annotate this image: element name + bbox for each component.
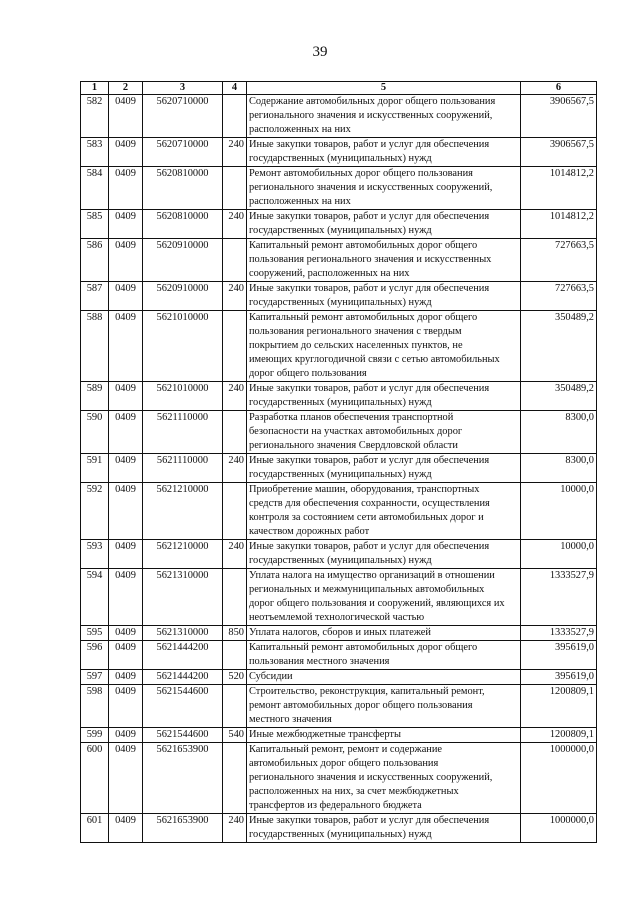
row-number-cell: 585 bbox=[81, 210, 109, 239]
table-row bbox=[81, 282, 597, 311]
table-row bbox=[81, 138, 597, 167]
article-code-cell: 5621210000 bbox=[143, 483, 223, 540]
item-name-line: государственных (муниципальных) нужд bbox=[249, 225, 432, 236]
table-row bbox=[81, 311, 597, 382]
table-row bbox=[81, 626, 597, 641]
item-name-line: качеством дорожных работ bbox=[249, 526, 370, 537]
amount-cell: 1200809,1 bbox=[521, 728, 597, 743]
table-row bbox=[81, 814, 597, 843]
article-code-cell: 5621444200 bbox=[143, 670, 223, 685]
amount-cell: 1014812,2 bbox=[521, 167, 597, 210]
column-header: 4 bbox=[223, 82, 247, 95]
item-name-line: регионального значения Свердловской области bbox=[249, 440, 458, 451]
article-code-cell: 5620810000 bbox=[143, 210, 223, 239]
amount-cell: 3906567,5 bbox=[521, 95, 597, 138]
section-code-cell: 0409 bbox=[109, 743, 143, 814]
row-number-cell: 587 bbox=[81, 282, 109, 311]
item-name-line: неотъемлемой технологической частью bbox=[249, 612, 425, 623]
item-name-cell bbox=[247, 540, 521, 569]
item-name-cell bbox=[247, 95, 521, 138]
amount-cell: 350489,2 bbox=[521, 311, 597, 382]
expense-type-cell: 540 bbox=[223, 728, 247, 743]
item-name-line: регионального значения и искусственных сооружений, bbox=[249, 772, 493, 783]
table-row bbox=[81, 670, 597, 685]
table-row bbox=[81, 382, 597, 411]
row-number-cell: 593 bbox=[81, 540, 109, 569]
row-number-cell: 583 bbox=[81, 138, 109, 167]
amount-cell: 3906567,5 bbox=[521, 138, 597, 167]
section-code-cell: 0409 bbox=[109, 167, 143, 210]
expense-type-cell: 240 bbox=[223, 540, 247, 569]
expense-type-cell bbox=[223, 641, 247, 670]
item-name-line: государственных (муниципальных) нужд bbox=[249, 297, 432, 308]
item-name-line: государственных (муниципальных) нужд bbox=[249, 153, 432, 164]
item-name-line: Уплата налогов, сборов и иных платежей bbox=[249, 627, 431, 638]
amount-cell: 10000,0 bbox=[521, 540, 597, 569]
item-name-line: Иные закупки товаров, работ и услуг для обеспечения bbox=[249, 383, 490, 394]
article-code-cell: 5621010000 bbox=[143, 311, 223, 382]
table-row bbox=[81, 569, 597, 626]
amount-cell: 727663,5 bbox=[521, 282, 597, 311]
section-code-cell: 0409 bbox=[109, 239, 143, 282]
section-code-cell: 0409 bbox=[109, 814, 143, 843]
item-name-cell bbox=[247, 743, 521, 814]
item-name-line: государственных (муниципальных) нужд bbox=[249, 469, 432, 480]
item-name-line: Содержание автомобильных дорог общего пользования bbox=[249, 96, 496, 107]
item-name-line: средств для обеспечения сохранности, осуществления bbox=[249, 498, 490, 509]
row-number-cell: 584 bbox=[81, 167, 109, 210]
item-name-line: расположенных на них bbox=[249, 196, 351, 207]
section-code-cell: 0409 bbox=[109, 282, 143, 311]
section-code-cell: 0409 bbox=[109, 685, 143, 728]
table-row bbox=[81, 167, 597, 210]
item-name-line: дорог общего пользования и сооружений, являющихся их bbox=[249, 598, 505, 609]
article-code-cell: 5621544600 bbox=[143, 685, 223, 728]
item-name-line: Ремонт автомобильных дорог общего пользования bbox=[249, 168, 473, 179]
article-code-cell: 5620710000 bbox=[143, 138, 223, 167]
row-number-cell: 592 bbox=[81, 483, 109, 540]
article-code-cell: 5620710000 bbox=[143, 95, 223, 138]
expense-type-cell bbox=[223, 239, 247, 282]
item-name-cell bbox=[247, 814, 521, 843]
item-name-line: расположенных на них, за счет межбюджетных bbox=[249, 786, 459, 797]
item-name-line: региональных и межмуниципальных автомобильных bbox=[249, 584, 485, 595]
amount-cell: 1000000,0 bbox=[521, 814, 597, 843]
article-code-cell: 5620910000 bbox=[143, 282, 223, 311]
item-name-line: государственных (муниципальных) нужд bbox=[249, 829, 432, 840]
table-header-row bbox=[81, 82, 597, 95]
article-code-cell: 5620810000 bbox=[143, 167, 223, 210]
item-name-line: Иные закупки товаров, работ и услуг для обеспечения bbox=[249, 283, 490, 294]
amount-cell: 1333527,9 bbox=[521, 626, 597, 641]
item-name-line: государственных (муниципальных) нужд bbox=[249, 555, 432, 566]
section-code-cell: 0409 bbox=[109, 311, 143, 382]
row-number-cell: 600 bbox=[81, 743, 109, 814]
item-name-line: государственных (муниципальных) нужд bbox=[249, 397, 432, 408]
expense-type-cell: 240 bbox=[223, 814, 247, 843]
expense-type-cell bbox=[223, 483, 247, 540]
item-name-cell bbox=[247, 167, 521, 210]
expense-type-cell bbox=[223, 569, 247, 626]
item-name-cell bbox=[247, 138, 521, 167]
table-row bbox=[81, 239, 597, 282]
article-code-cell: 5621444200 bbox=[143, 641, 223, 670]
column-header: 1 bbox=[81, 82, 109, 95]
expense-type-cell bbox=[223, 411, 247, 454]
table-row bbox=[81, 95, 597, 138]
section-code-cell: 0409 bbox=[109, 210, 143, 239]
table-row bbox=[81, 411, 597, 454]
table-body bbox=[81, 95, 597, 843]
section-code-cell: 0409 bbox=[109, 569, 143, 626]
table-row bbox=[81, 483, 597, 540]
section-code-cell: 0409 bbox=[109, 382, 143, 411]
section-code-cell: 0409 bbox=[109, 670, 143, 685]
expense-type-cell bbox=[223, 95, 247, 138]
expense-type-cell: 850 bbox=[223, 626, 247, 641]
item-name-line: Уплата налога на имущество организаций в отношении bbox=[249, 570, 495, 581]
expense-type-cell: 240 bbox=[223, 382, 247, 411]
expense-type-cell bbox=[223, 167, 247, 210]
item-name-line: Субсидии bbox=[249, 671, 293, 682]
item-name-line: Иные межбюджетные трансферты bbox=[249, 729, 401, 740]
expense-type-cell bbox=[223, 311, 247, 382]
item-name-cell bbox=[247, 569, 521, 626]
item-name-line: безопасности на участках автомобильных дорог bbox=[249, 426, 463, 437]
amount-cell: 395619,0 bbox=[521, 670, 597, 685]
table-row bbox=[81, 728, 597, 743]
section-code-cell: 0409 bbox=[109, 641, 143, 670]
item-name-line: пользования местного значения bbox=[249, 656, 390, 667]
item-name-line: Капитальный ремонт, ремонт и содержание bbox=[249, 744, 443, 755]
item-name-line: покрытием до сельских населенных пунктов, не bbox=[249, 340, 463, 351]
item-name-line: Капитальный ремонт автомобильных дорог общего bbox=[249, 240, 478, 251]
item-name-line: автомобильных дорог общего пользования bbox=[249, 758, 439, 769]
column-header: 6 bbox=[521, 82, 597, 95]
item-name-line: трансфертов из федерального бюджета bbox=[249, 800, 422, 811]
budget-table bbox=[80, 81, 597, 843]
expense-type-cell: 240 bbox=[223, 454, 247, 483]
amount-cell: 8300,0 bbox=[521, 411, 597, 454]
amount-cell: 727663,5 bbox=[521, 239, 597, 282]
item-name-line: контроля за состоянием сети автомобильных дорог и bbox=[249, 512, 484, 523]
expense-type-cell: 240 bbox=[223, 210, 247, 239]
row-number-cell: 591 bbox=[81, 454, 109, 483]
item-name-line: Капитальный ремонт автомобильных дорог общего bbox=[249, 642, 478, 653]
table-row bbox=[81, 540, 597, 569]
amount-cell: 1333527,9 bbox=[521, 569, 597, 626]
article-code-cell: 5621653900 bbox=[143, 743, 223, 814]
article-code-cell: 5621310000 bbox=[143, 626, 223, 641]
item-name-cell bbox=[247, 685, 521, 728]
section-code-cell: 0409 bbox=[109, 138, 143, 167]
item-name-line: дорог общего пользования bbox=[249, 368, 367, 379]
section-code-cell: 0409 bbox=[109, 483, 143, 540]
amount-cell: 1014812,2 bbox=[521, 210, 597, 239]
article-code-cell: 5620910000 bbox=[143, 239, 223, 282]
item-name-cell bbox=[247, 311, 521, 382]
item-name-cell bbox=[247, 670, 521, 685]
row-number-cell: 582 bbox=[81, 95, 109, 138]
column-header: 3 bbox=[143, 82, 223, 95]
item-name-line: расположенных на них bbox=[249, 124, 351, 135]
row-number-cell: 596 bbox=[81, 641, 109, 670]
row-number-cell: 590 bbox=[81, 411, 109, 454]
amount-cell: 395619,0 bbox=[521, 641, 597, 670]
amount-cell: 350489,2 bbox=[521, 382, 597, 411]
row-number-cell: 597 bbox=[81, 670, 109, 685]
item-name-line: Разработка планов обеспечения транспортной bbox=[249, 412, 454, 423]
expense-type-cell bbox=[223, 685, 247, 728]
expense-type-cell bbox=[223, 743, 247, 814]
item-name-line: Капитальный ремонт автомобильных дорог общего bbox=[249, 312, 478, 323]
section-code-cell: 0409 bbox=[109, 728, 143, 743]
item-name-line: Иные закупки товаров, работ и услуг для обеспечения bbox=[249, 541, 490, 552]
item-name-cell bbox=[247, 728, 521, 743]
article-code-cell: 5621544600 bbox=[143, 728, 223, 743]
row-number-cell: 601 bbox=[81, 814, 109, 843]
article-code-cell: 5621110000 bbox=[143, 411, 223, 454]
item-name-line: пользования регионального значения с твердым bbox=[249, 326, 462, 337]
item-name-cell bbox=[247, 239, 521, 282]
item-name-line: регионального значения и искусственных сооружений, bbox=[249, 110, 493, 121]
item-name-cell bbox=[247, 210, 521, 239]
item-name-line: Иные закупки товаров, работ и услуг для обеспечения bbox=[249, 211, 490, 222]
table-row bbox=[81, 641, 597, 670]
article-code-cell: 5621310000 bbox=[143, 569, 223, 626]
row-number-cell: 598 bbox=[81, 685, 109, 728]
item-name-line: имеющих круглогодичной связи с сетью автомобильных bbox=[249, 354, 500, 365]
article-code-cell: 5621210000 bbox=[143, 540, 223, 569]
column-header: 5 bbox=[247, 82, 521, 95]
table-row bbox=[81, 210, 597, 239]
table-row bbox=[81, 454, 597, 483]
item-name-line: регионального значения и искусственных сооружений, bbox=[249, 182, 493, 193]
expense-type-cell: 240 bbox=[223, 138, 247, 167]
row-number-cell: 594 bbox=[81, 569, 109, 626]
item-name-cell bbox=[247, 282, 521, 311]
row-number-cell: 588 bbox=[81, 311, 109, 382]
section-code-cell: 0409 bbox=[109, 411, 143, 454]
item-name-cell bbox=[247, 641, 521, 670]
item-name-cell bbox=[247, 626, 521, 641]
item-name-line: Иные закупки товаров, работ и услуг для обеспечения bbox=[249, 139, 490, 150]
article-code-cell: 5621010000 bbox=[143, 382, 223, 411]
item-name-line: Иные закупки товаров, работ и услуг для обеспечения bbox=[249, 455, 490, 466]
item-name-line: сооружений, расположенных на них bbox=[249, 268, 410, 279]
row-number-cell: 595 bbox=[81, 626, 109, 641]
amount-cell: 10000,0 bbox=[521, 483, 597, 540]
expense-type-cell: 240 bbox=[223, 282, 247, 311]
table-row bbox=[81, 743, 597, 814]
item-name-cell bbox=[247, 382, 521, 411]
section-code-cell: 0409 bbox=[109, 540, 143, 569]
article-code-cell: 5621110000 bbox=[143, 454, 223, 483]
amount-cell: 1200809,1 bbox=[521, 685, 597, 728]
article-code-cell: 5621653900 bbox=[143, 814, 223, 843]
item-name-line: пользования регионального значения и искусственных bbox=[249, 254, 492, 265]
section-code-cell: 0409 bbox=[109, 454, 143, 483]
item-name-cell bbox=[247, 411, 521, 454]
section-code-cell: 0409 bbox=[109, 626, 143, 641]
table-row bbox=[81, 685, 597, 728]
row-number-cell: 599 bbox=[81, 728, 109, 743]
item-name-line: Приобретение машин, оборудования, транспортных bbox=[249, 484, 480, 495]
item-name-line: ремонт автомобильных дорог общего пользования bbox=[249, 700, 473, 711]
amount-cell: 1000000,0 bbox=[521, 743, 597, 814]
item-name-cell bbox=[247, 483, 521, 540]
amount-cell: 8300,0 bbox=[521, 454, 597, 483]
item-name-cell bbox=[247, 454, 521, 483]
item-name-line: Строительство, реконструкция, капитальный ремонт, bbox=[249, 686, 485, 697]
row-number-cell: 589 bbox=[81, 382, 109, 411]
item-name-line: местного значения bbox=[249, 714, 332, 725]
page-number: 39 bbox=[312, 44, 328, 60]
expense-type-cell: 520 bbox=[223, 670, 247, 685]
column-header: 2 bbox=[109, 82, 143, 95]
section-code-cell: 0409 bbox=[109, 95, 143, 138]
item-name-line: Иные закупки товаров, работ и услуг для обеспечения bbox=[249, 815, 490, 826]
row-number-cell: 586 bbox=[81, 239, 109, 282]
